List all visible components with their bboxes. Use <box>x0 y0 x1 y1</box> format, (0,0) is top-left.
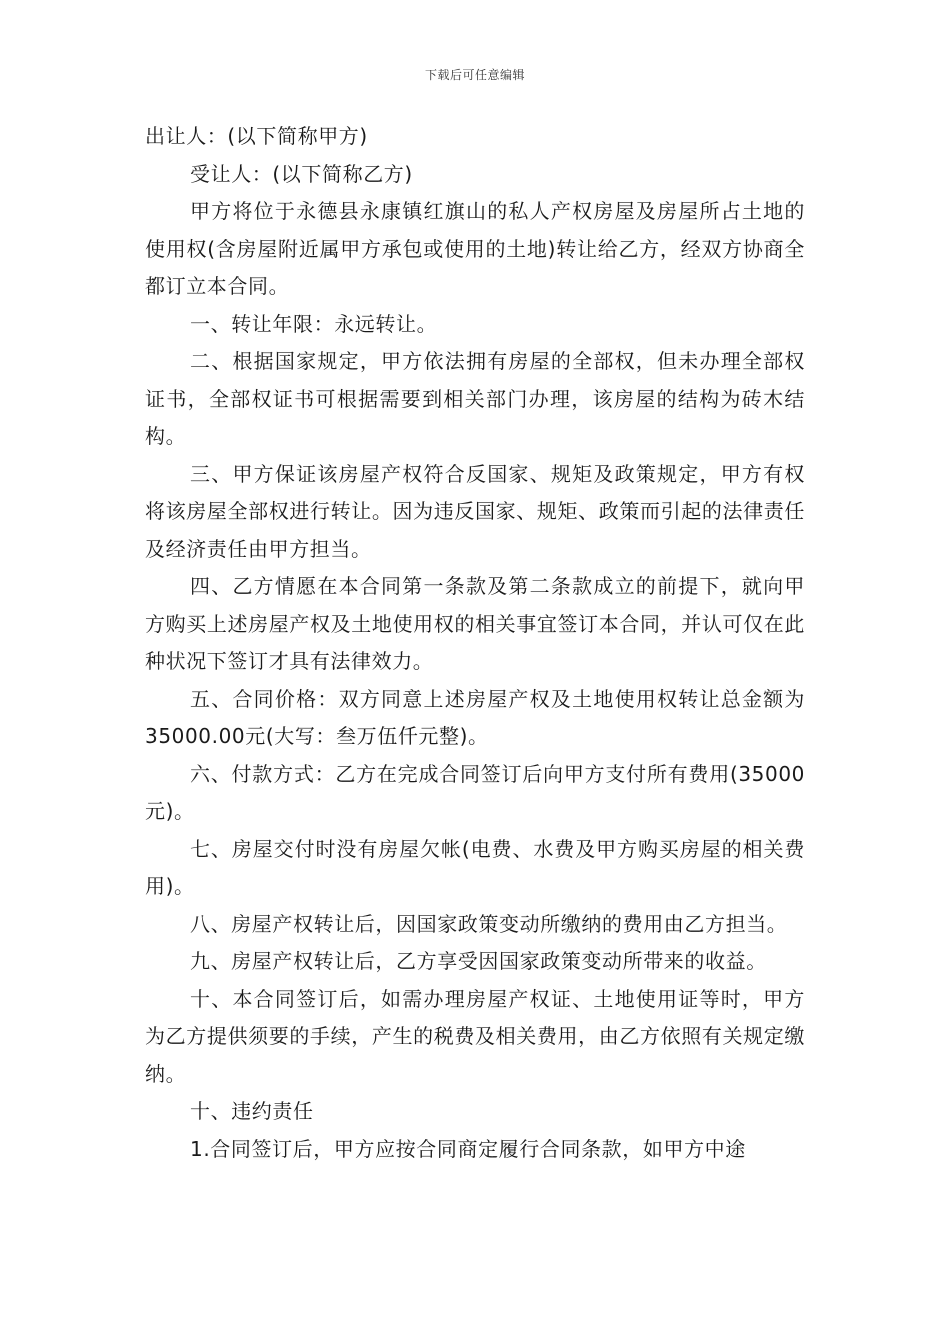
clause-1: 一、转让年限：永远转让。 <box>190 311 438 336</box>
paragraph-transferor: 出让人：(以下简称甲方) <box>145 124 368 148</box>
paragraph-intro: 甲方将位于永德县永康镇红旗山的私人产权房屋及房屋所占土地的使用权(含房屋附近属甲方承包或使用的土地)转让给乙方，经双方协商全都订立本合同。 <box>145 199 805 298</box>
clause-3: 三、甲方保证该房屋产权符合反国家、规矩及政策规定，甲方有权将该房屋全部权进行转让。因为违反国家、规矩、政策而引起的法律责任及经济责任由甲方担当。 <box>145 461 805 561</box>
clause-10: 十、本合同签订后，如需办理房屋产权证、土地使用证等时，甲方为乙方提供须要的手续，产生的税费及相关费用，由乙方依照有关规定缴纳。 <box>145 986 805 1086</box>
clause-9: 九、房屋产权转让后，乙方享受因国家政策变动所带来的收益。 <box>190 949 767 973</box>
page-header: 下载后可任意编辑 <box>424 68 525 82</box>
paragraph-transferee: 受让人：(以下简称乙方) <box>190 161 413 186</box>
clause-5: 五、合同价格：双方同意上述房屋产权及土地使用权转让总金额为35000.00元(大写：叁万伍仟元整)。 <box>145 686 805 748</box>
clause-2: 二、根据国家规定，甲方依法拥有房屋的全部权，但未办理全部权证书，全部权证书可根据需要到相关部门办理，该房屋的结构为砖木结构。 <box>145 349 805 448</box>
breach-item-1: 1.合同签订后，甲方应按合同商定履行合同条款，如甲方中途 <box>190 1136 746 1161</box>
clause-6: 六、付款方式：乙方在完成合同签订后向甲方支付所有费用(35000元)。 <box>145 761 805 823</box>
document-body <box>145 118 805 1168</box>
clause-8: 八、房屋产权转让后，因国家政策变动所缴纳的费用由乙方担当。 <box>190 911 788 936</box>
clause-7: 七、房屋交付时没有房屋欠帐(电费、水费及甲方购买房屋的相关费用)。 <box>145 836 805 898</box>
clause-4: 四、乙方情愿在本合同第一条款及第二条款成立的前提下，就向甲方购买上述房屋产权及土地使用权的相关事宜签订本合同，并认可仅在此种状况下签订才具有法律效力。 <box>145 574 805 673</box>
clause-breach-heading: 十、违约责任 <box>190 1099 314 1123</box>
